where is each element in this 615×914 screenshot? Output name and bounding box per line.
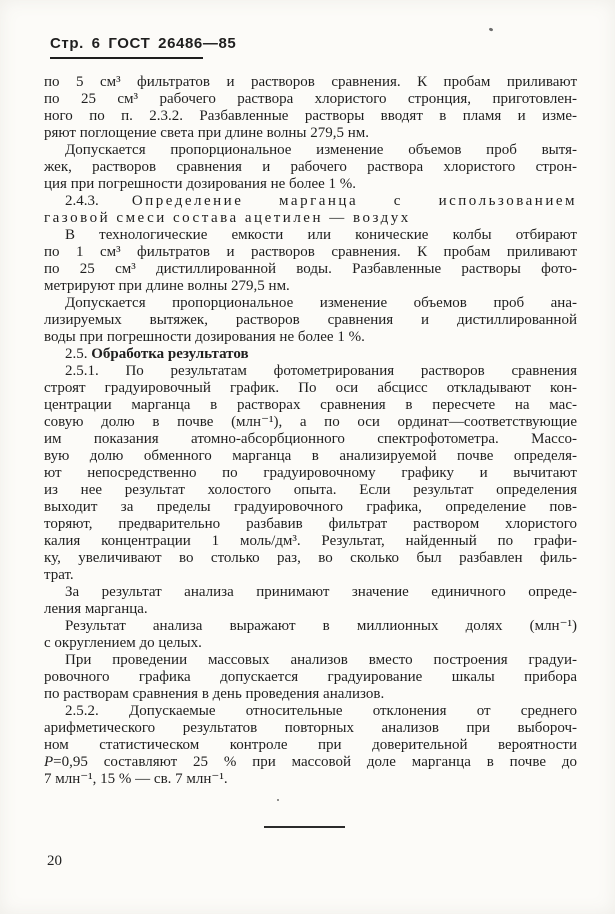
text-segment: При проведении массовых анализов вместо построения градуи- (65, 652, 577, 668)
text-line (44, 754, 577, 771)
text-segment: =0,95 составляют 25 % при массовой доле марганца в почве до (53, 754, 577, 770)
text-line (44, 329, 577, 346)
text-segment: ном статистическом контроле при доверительной вероятности (44, 737, 577, 753)
text-segment: ряют поглощение света при длине волны 279,5 нм. (44, 125, 370, 141)
text-segment: Р (44, 754, 54, 770)
section-divider (264, 826, 345, 828)
text-segment: За результат анализа принимают значение единичного опреде- (65, 584, 577, 600)
text-line (44, 669, 577, 686)
text-line (44, 176, 577, 193)
text-segment: по 5 см³ фильтратов и растворов сравнения. К пробам приливают (44, 74, 577, 90)
text-line (44, 720, 577, 737)
text-line (44, 737, 577, 754)
text-segment: ют непосредственно по градуировочному графику и вычитают (44, 465, 577, 481)
text-segment: трат. (44, 567, 74, 583)
text-segment: метрируют при длине волны 279,5 нм. (44, 278, 290, 294)
text-line (44, 431, 577, 448)
text-line (44, 227, 577, 244)
text-segment: по 1 см³ фильтратов и растворов сравнения. К пробам приливают (44, 244, 577, 260)
text-line (44, 108, 577, 125)
text-line (44, 397, 577, 414)
text-line (44, 465, 577, 482)
text-segment: 2.4.3. (65, 193, 132, 209)
text-line (44, 142, 577, 159)
text-segment: 2.5.2. Допускаемые относительные отклонения от среднего (65, 703, 577, 719)
document-body (44, 74, 577, 788)
text-line (44, 448, 577, 465)
text-segment: с округлением до целых. (44, 635, 202, 651)
text-line (44, 584, 577, 601)
text-line (44, 261, 577, 278)
text-line (44, 346, 577, 363)
text-segment: Результат анализа выражают в миллионных долях (млн⁻¹) (65, 618, 577, 634)
text-line (44, 295, 577, 312)
page-number: 20 (47, 853, 62, 869)
text-segment: по 25 см³ дистиллированной воды. Разбавленные растворы фото- (44, 261, 577, 277)
text-segment: Обработка результатов (91, 346, 249, 362)
text-line (44, 686, 577, 703)
text-segment: ного по п. 2.3.2. Разбавленные растворы вводят в пламя и изме- (44, 108, 577, 124)
text-segment: центрации марганца в растворах сравнения в пересчете на мас- (44, 397, 577, 413)
text-segment: Определение марганца с использованием (131, 193, 577, 209)
text-line (44, 601, 577, 618)
text-line (44, 771, 577, 788)
text-segment: им показания атомно-абсорбционного спектрофотометра. Массо- (44, 431, 577, 447)
text-segment: В технологические емкости или конические колбы отбирают (65, 227, 577, 243)
text-line (44, 414, 577, 431)
text-segment: выходит за пределы градуировочного графика, определение пов- (44, 499, 577, 515)
text-segment: 2.5.1. По результатам фотометрирования растворов сравнения (65, 363, 577, 379)
text-segment: по растворам сравнения в день проведения анализов. (44, 686, 385, 702)
text-segment: вую долю обменного марганца в анализируемой почве определя- (44, 448, 577, 464)
text-line (44, 278, 577, 295)
text-line (44, 567, 577, 584)
text-line (44, 550, 577, 567)
text-line (44, 516, 577, 533)
text-segment: калия концентрации 1 моль/дм³. Результат, найденный по графи- (44, 533, 577, 549)
text-segment: воды при погрешности дозирования не более 1 %. (44, 329, 365, 345)
header-rule (50, 57, 203, 59)
text-line (44, 363, 577, 380)
text-line (44, 703, 577, 720)
text-segment: 2.5. (65, 346, 92, 362)
text-line (44, 499, 577, 516)
text-line (44, 533, 577, 550)
text-segment: арифметического результатов повторных анализов при выбороч- (44, 720, 577, 736)
text-line (44, 210, 577, 227)
text-segment: ровочного графика допускается градуирование шкалы прибора (44, 669, 577, 685)
text-segment: совую долю в почве (млн⁻¹), а по оси ординат—соответствующие (44, 414, 577, 430)
text-segment: 7 млн⁻¹, 15 % — св. 7 млн⁻¹. (44, 771, 228, 787)
text-line (44, 652, 577, 669)
text-segment: лизируемых вытяжек, растворов сравнения и дистиллированной (44, 312, 577, 328)
text-segment: строят градуировочный график. По оси абсцисс откладывают кон- (44, 380, 577, 396)
text-line (44, 125, 577, 142)
text-line (44, 380, 577, 397)
text-line (44, 618, 577, 635)
scan-speck (489, 27, 494, 31)
text-line (44, 159, 577, 176)
text-line (44, 244, 577, 261)
scan-speck (277, 799, 279, 801)
text-segment: газовой смеси состава ацетилен — воздух (44, 210, 411, 226)
text-segment: ция при погрешности дозирования не более 1 %. (44, 176, 357, 192)
text-line (44, 91, 577, 108)
text-segment: торяют, предварительно разбавив фильтрат раствором хлористого (44, 516, 577, 532)
text-line (44, 482, 577, 499)
text-segment: ления марганца. (44, 601, 148, 617)
text-line (44, 635, 577, 652)
text-segment: из нее результат холостого опыта. Если результат определения (44, 482, 577, 498)
text-segment: Допускается пропорциональное изменение объемов проб вытя- (65, 142, 577, 158)
text-segment: ку, увеличивают во столько раз, во сколько был разбавлен филь- (44, 550, 577, 566)
running-header: Стр. 6 ГОСТ 26486—85 (50, 35, 237, 52)
text-segment: Допускается пропорциональное изменение объемов проб ана- (65, 295, 577, 311)
text-segment: жек, растворов сравнения и рабочего раствора хлористого строн- (44, 159, 577, 175)
text-segment: по 25 см³ рабочего раствора хлористого стронция, приготовлен- (44, 91, 577, 107)
text-line (44, 193, 577, 210)
text-line (44, 74, 577, 91)
text-line (44, 312, 577, 329)
